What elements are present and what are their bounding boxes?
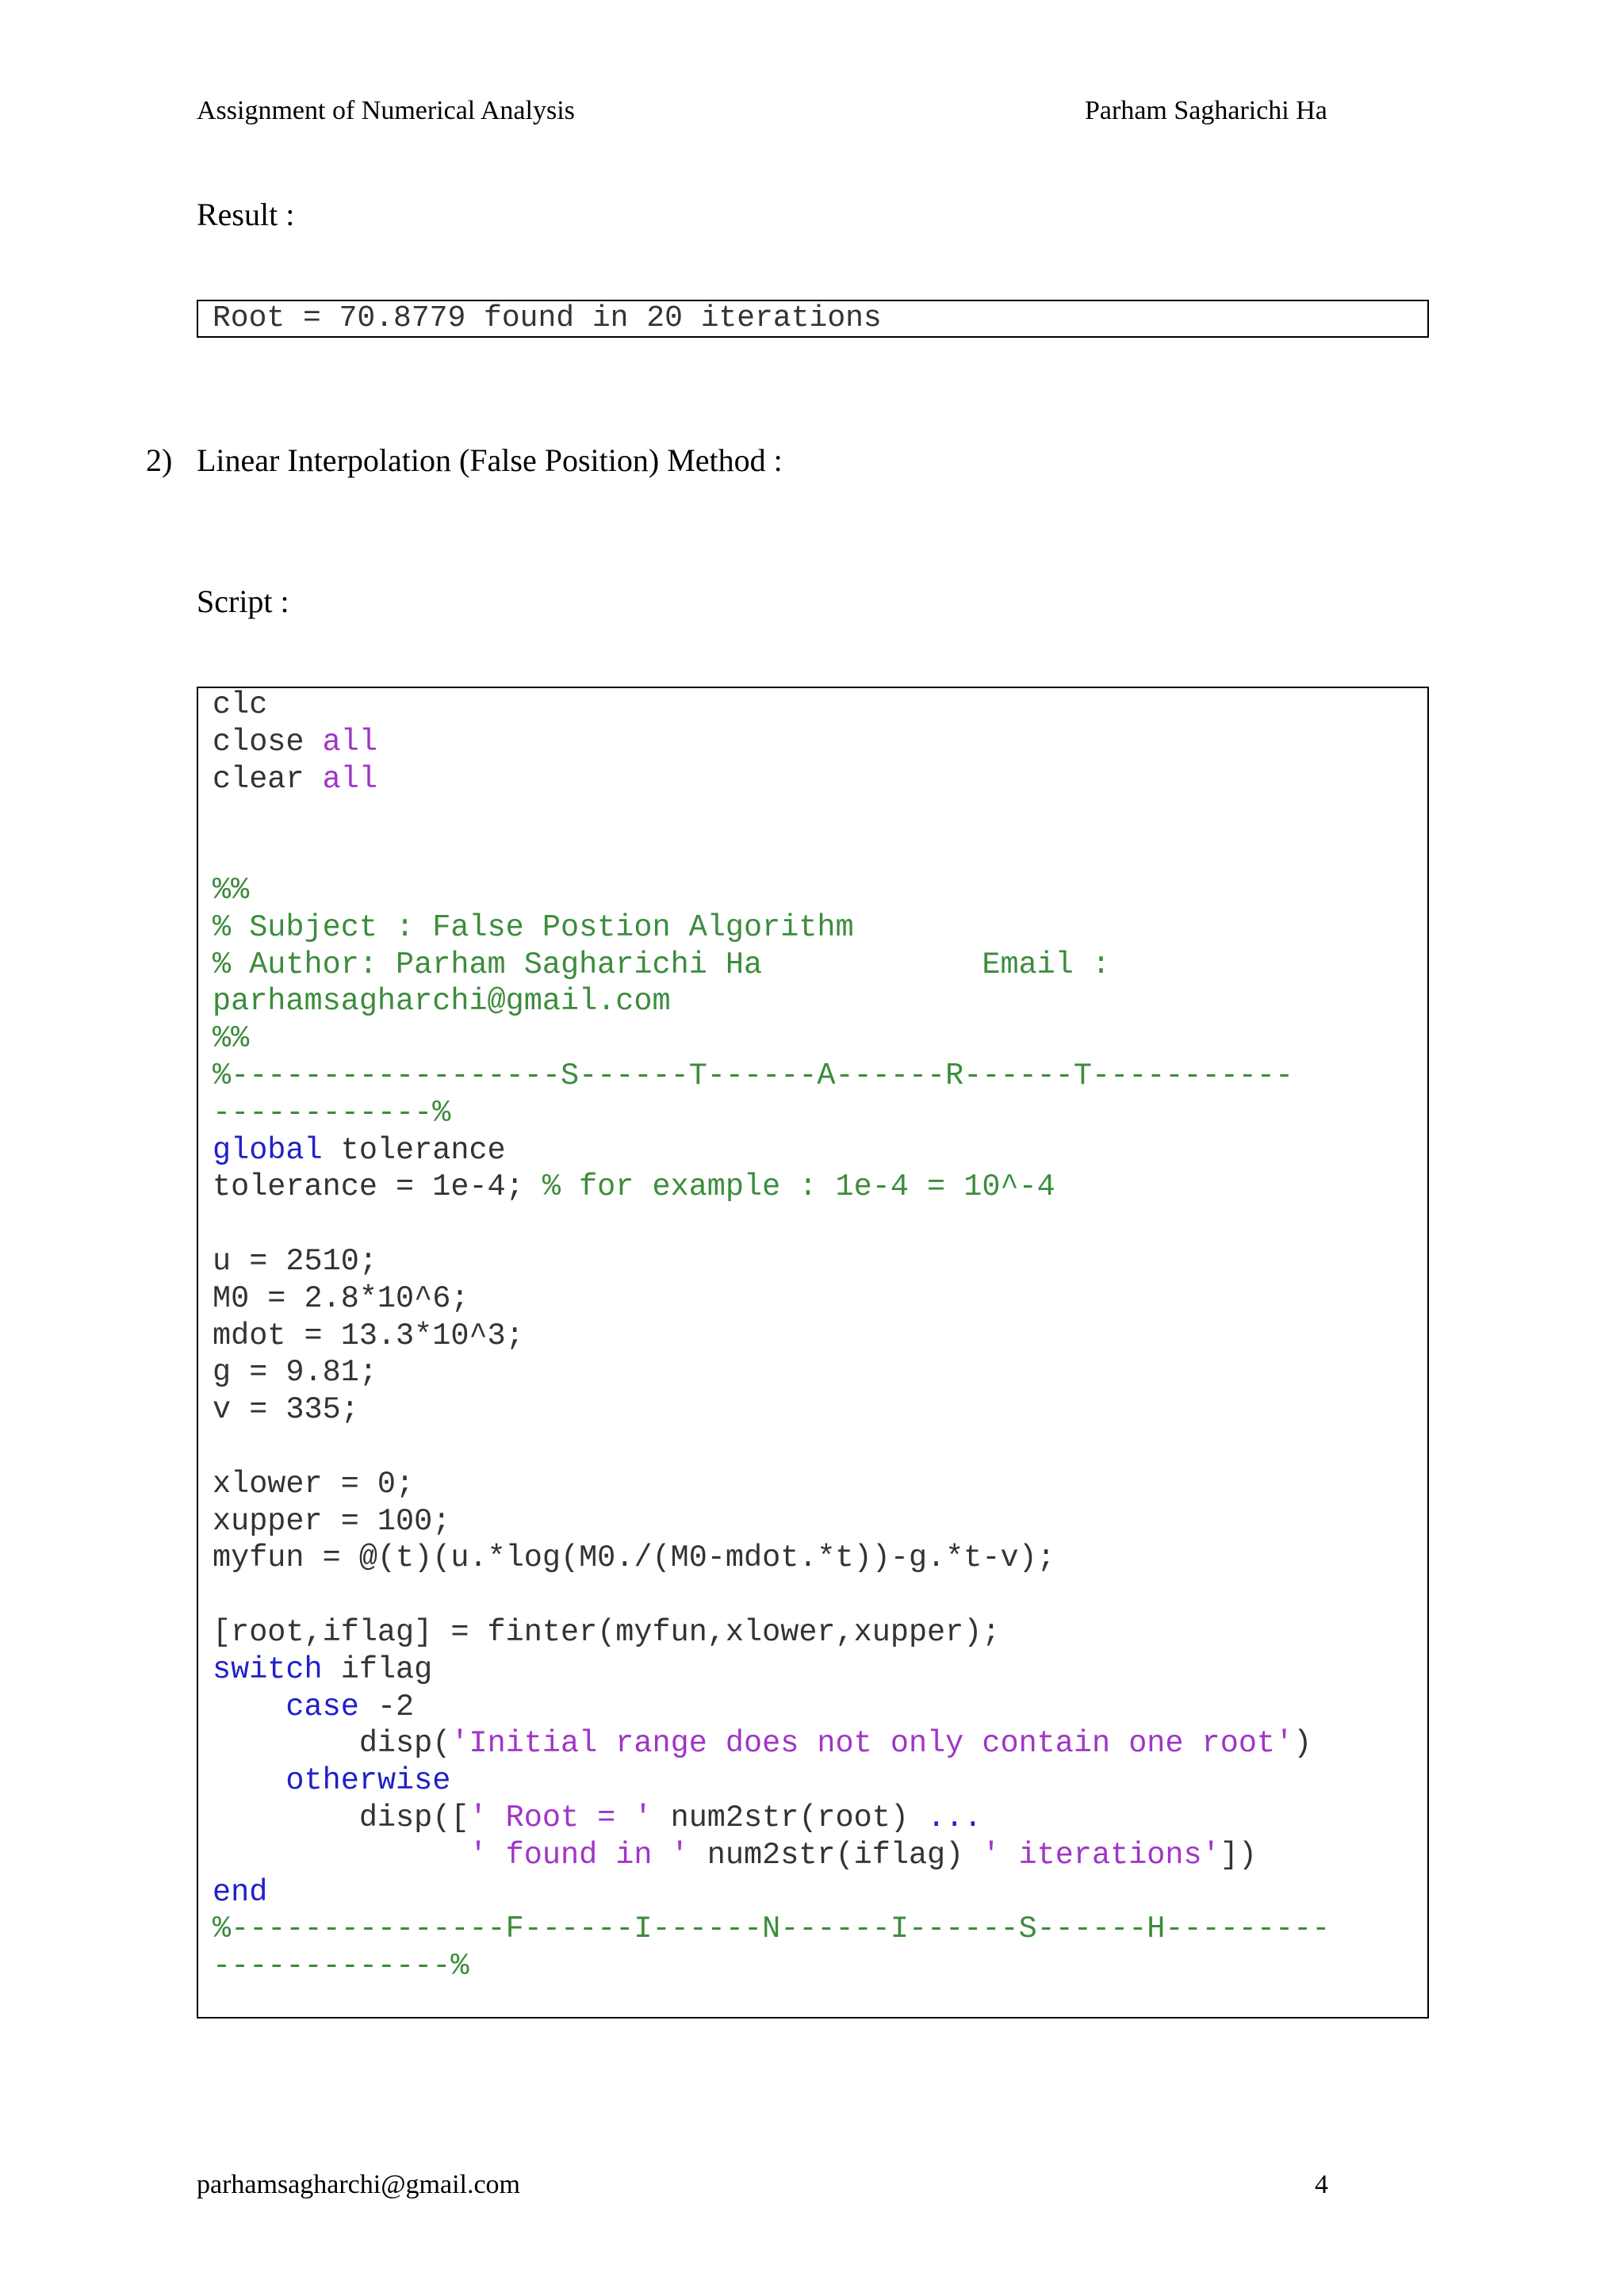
code-token-string: ' iterations' [982,1837,1220,1873]
code-line [213,1725,1427,1762]
code-token-comment: %% [213,1021,250,1057]
code-token-comment: %---------------F------I------N------I------S------H--------- [213,1911,1331,1947]
code-line [213,1837,1427,1874]
code-token-comment: % for example : 1e-4 = 10^-4 [542,1169,1055,1205]
code-line [213,1651,1427,1689]
code-line [213,1391,1427,1429]
code-line [213,1911,1427,1948]
code-line [213,761,1427,798]
code-token-keyword: end [213,1874,268,1910]
code-token-keyword: ... [927,1800,982,1835]
code-line [213,1800,1427,1837]
code-line [213,1614,1427,1651]
code-token-plain: disp( [213,1726,451,1762]
code-line [213,909,1427,947]
code-token-plain: xlower = 0; [213,1466,415,1502]
code-token-plain: close [213,724,323,760]
code-token-string: all [322,761,377,797]
code-token-comment: parhamsagharchi@gmail.com [213,984,671,1020]
code-line [213,798,1427,835]
code-token-plain: -2 [358,1689,415,1724]
code-token-keyword: case [285,1689,359,1724]
code-token-plain [213,1838,469,1873]
code-token-plain: g = 9.81; [213,1355,377,1391]
code-token-plain: M0 = 2.8*10^6; [213,1280,469,1316]
page-number: 4 [1315,2170,1328,2199]
code-line [213,835,1427,872]
header-title: Assignment of Numerical Analysis [197,96,575,125]
code-token-plain: tolerance [322,1132,506,1168]
code-line [213,872,1427,909]
code-token-plain: clear [213,761,323,797]
code-token-string: 'Initial range does not only contain one root' [450,1726,1294,1762]
code-token-plain: u = 2510; [213,1243,377,1279]
code-line [213,1948,1427,1985]
code-line [213,1429,1427,1466]
script-label: Script : [197,584,289,619]
code-line [213,1503,1427,1540]
code-token-plain: [root,iflag] = finter(myfun,xlower,xupper); [213,1614,1001,1650]
section-heading [146,442,783,479]
code-token-plain: num2str(iflag) [688,1837,982,1873]
code-line [213,1540,1427,1577]
code-line [213,1318,1427,1355]
code-line [213,1354,1427,1391]
code-token-comment: ------------% [213,1095,451,1131]
code-token-plain: ]) [1220,1837,1257,1873]
footer-email: parhamsagharchi@gmail.com [197,2170,520,2199]
code-token-plain [213,1763,285,1798]
code-token-plain [213,1689,285,1724]
code-token-keyword: otherwise [285,1763,451,1799]
result-label: Result : [197,197,295,232]
code-token-comment: %% [213,872,250,908]
header-author: Parham Sagharichi Ha [1085,96,1327,125]
code-token-string: ' Root = ' [469,1800,653,1835]
code-token-plain: mdot = 13.3*10^3; [213,1318,524,1353]
code-token-plain: v = 335; [213,1392,359,1428]
code-token-plain: xupper = 100; [213,1503,451,1539]
code-listing [197,687,1429,2019]
code-line [213,1466,1427,1503]
code-line [213,1243,1427,1280]
code-token-plain: num2str(root) [652,1800,928,1835]
section-number: 2) [146,442,173,478]
code-token-keyword: switch [213,1651,323,1687]
code-line [213,947,1427,984]
result-output-box: Root = 70.8779 found in 20 iterations [197,300,1429,338]
code-token-plain: iflag [322,1651,433,1687]
code-token-comment: %------------------S------T------A------R------T----------- [213,1058,1294,1093]
code-token-plain: myfun = @(t)(u.*log(M0./(M0-mdot.*t))-g.*t-v); [213,1540,1055,1576]
code-token-comment: % Author: Parham Sagharichi Ha Email : [213,947,1111,982]
code-line [213,1689,1427,1726]
code-token-keyword: global [213,1132,323,1168]
code-line [213,1280,1427,1318]
code-line [213,1020,1427,1058]
code-line [213,1762,1427,1800]
code-token-string: ' found in ' [469,1837,689,1873]
code-line [213,983,1427,1020]
code-line [213,1169,1427,1206]
code-line [213,1095,1427,1132]
code-line [213,1132,1427,1169]
code-line [213,687,1427,724]
code-token-plain: ) [1293,1726,1312,1762]
code-line [213,1206,1427,1243]
section-title: Linear Interpolation (False Position) Method : [197,442,783,478]
code-token-plain: tolerance = 1e-4; [213,1169,542,1205]
code-line [213,1577,1427,1614]
code-token-comment: -------------% [213,1949,469,1984]
code-line [213,724,1427,761]
code-token-plain: disp([ [213,1800,469,1835]
code-token-string: all [322,724,377,760]
code-token-comment: % Subject : False Postion Algorithm [213,909,854,945]
code-line [213,1058,1427,1095]
code-token-plain: clc [213,687,268,722]
code-line [213,1874,1427,1911]
